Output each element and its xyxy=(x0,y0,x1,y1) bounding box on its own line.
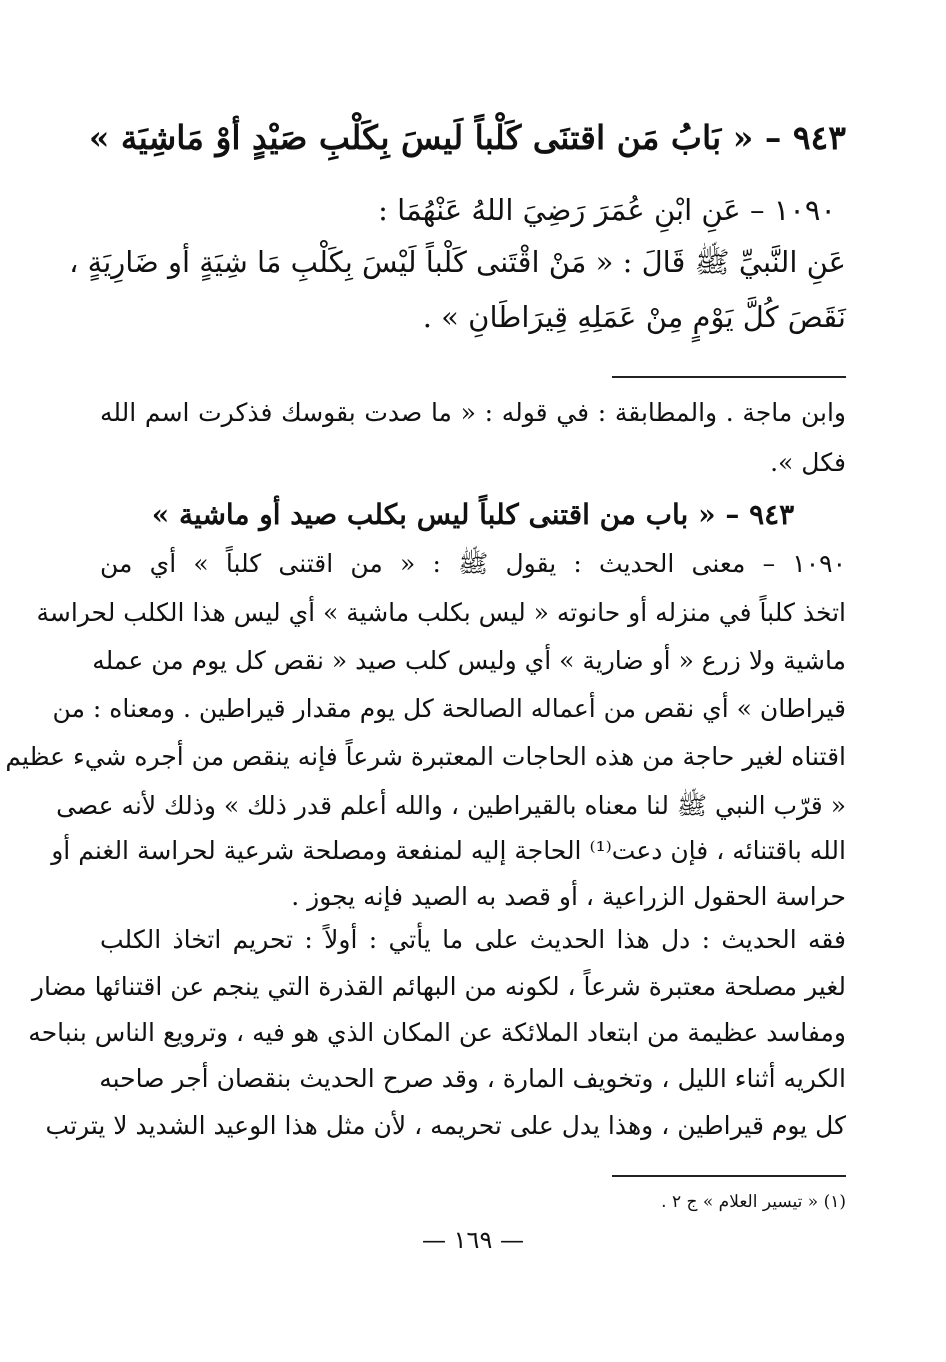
paragraph-line: لغير مصلحة معتبرة شرعاً ، لكونه من البهائم القذرة التي ينجم عن اقتنائها مضار xyxy=(31,972,846,1001)
paragraph-line: اقتناه لغير حاجة من هذه الحاجات المعتبرة شرعاً فإنه ينقص من أجره شيء عظيم xyxy=(5,742,846,771)
hadith-text-line: عَنِ النَّبيِّ ﷺ قَالَ : « مَنْ اقْتَنى كَلْباً لَيْسَ بِكَلْبِ مَا شِيَةٍ أو ضَارِيَةٍ ، xyxy=(69,245,846,279)
chapter-title-commentary: ٩٤٣ – « باب من اقتنى كلباً ليس بكلب صيد أو ماشية » xyxy=(151,498,795,531)
commentary-line: فكل ». xyxy=(770,448,846,477)
paragraph-line: ماشية ولا زرع « أو ضارية » أي وليس كلب صيد « نقص كل يوم من عمله xyxy=(92,646,846,675)
hadith-text-line: نَقَصَ كُلَّ يَوْمٍ مِنْ عَمَلِهِ قِيرَاطَانِ » . xyxy=(422,300,846,334)
commentary-line: وابن ماجة . والمطابقة : في قوله : « ما صدت بقوسك فذكرت اسم الله xyxy=(100,398,846,427)
paragraph-line: « قرّب النبي ﷺ لنا معناه بالقيراطين ، والله أعلم قدر ذلك » وذلك لأنه عصى xyxy=(56,791,846,820)
page-number: — ١٦٩ — xyxy=(422,1226,524,1254)
hadith-number-line: ١٠٩٠ – عَنِ ابْنِ عُمَرَ رَضِيَ اللهُ عَنْهُمَا : xyxy=(378,193,836,227)
footnote-divider xyxy=(612,1175,846,1177)
paragraph-line: اتخذ كلباً في منزله أو حانوته « ليس بكلب ماشية » أي ليس هذا الكلب لحراسة xyxy=(36,598,846,627)
paragraph-line: الكريه أثناء الليل ، وتخويف المارة ، وقد صرح الحديث بنقصان أجر صاحبه xyxy=(99,1064,846,1093)
paragraph-line: ١٠٩٠ – معنى الحديث : يقول ﷺ : « من اقتنى كلباً » أي من xyxy=(100,549,846,578)
paragraph-line: قيراطان » أي نقص من أعماله الصالحة كل يوم مقدار قيراطين . ومعناه : من xyxy=(52,694,846,723)
footnote: (١) « تيسير العلام » ج ٢ . xyxy=(661,1192,846,1212)
section-divider xyxy=(612,376,846,378)
paragraph-line: ومفاسد عظيمة من ابتعاد الملائكة عن المكان الذي هو فيه ، وترويع الناس بنباحه xyxy=(28,1018,846,1047)
paragraph-line: فقه الحديث : دل هذا الحديث على ما يأتي : أولاً : تحريم اتخاذ الكلب xyxy=(100,925,846,954)
paragraph-line: حراسة الحقول الزراعية ، أو قصد به الصيد فإنه يجوز . xyxy=(291,882,846,911)
chapter-title-matn: ٩٤٣ – « بَابُ مَن اقتنَى كَلْباً لَيسَ بِكَلْبِ صَيْدٍ أوْ مَاشِيَة » xyxy=(88,118,846,157)
paragraph-line: الله باقتنائه ، فإن دعت⁽¹⁾ الحاجة إليه لمنفعة ومصلحة شرعية لحراسة الغنم أو xyxy=(51,836,846,865)
paragraph-line: كل يوم قيراطين ، وهذا يدل على تحريمه ، لأن مثل هذا الوعيد الشديد لا يترتب xyxy=(45,1111,846,1140)
